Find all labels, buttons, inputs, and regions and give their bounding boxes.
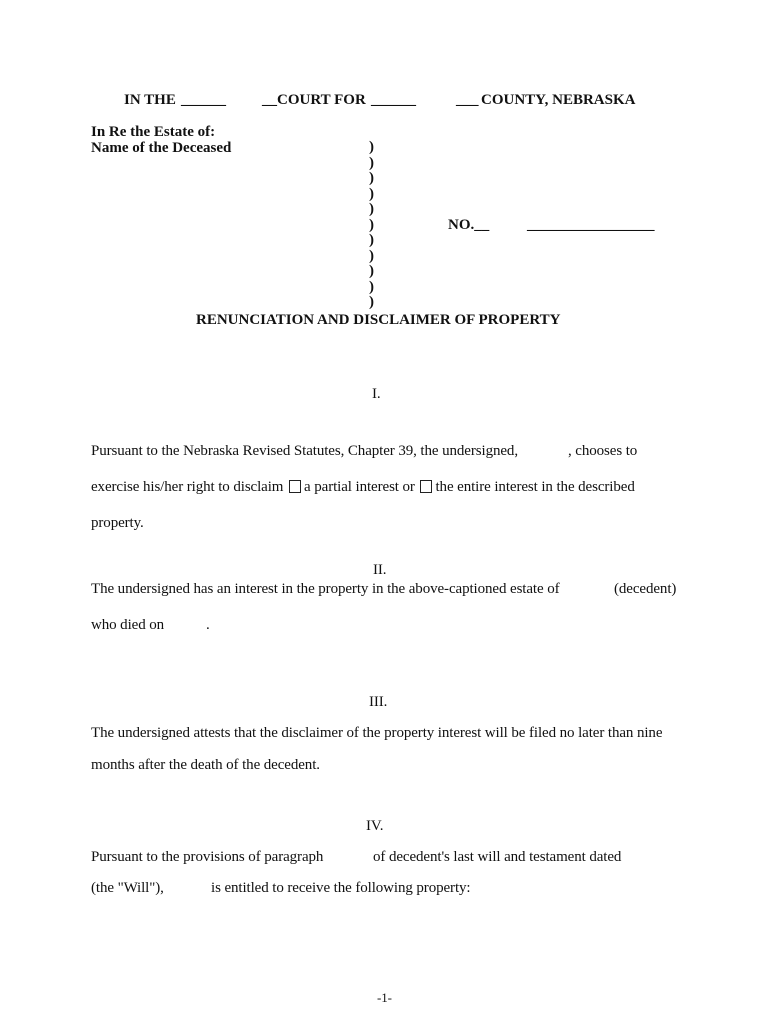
- section-1-line-1a: Pursuant to the Nebraska Revised Statutes, Chapter 39, the undersigned,: [91, 443, 518, 459]
- section-4-line-1a: Pursuant to the provisions of paragraph: [91, 849, 324, 865]
- case-number-line: _________________: [527, 217, 655, 233]
- paren: ): [369, 216, 374, 233]
- disclaim-text: exercise his/her right to disclaim: [91, 479, 284, 495]
- section-4-line-1b: of decedent's last will and testament dated: [373, 849, 622, 865]
- section-3-line-2: months after the death of the decedent.: [91, 757, 320, 773]
- section-2-line-2b: .: [206, 617, 210, 633]
- caption-in-the: IN THE: [124, 92, 176, 108]
- paren: ): [369, 263, 374, 279]
- case-number-label: NO.__: [448, 217, 490, 233]
- caption-blank-1: ______: [181, 92, 226, 108]
- section-4-line-2a: (the "Will"),: [91, 880, 164, 896]
- paren: ): [369, 185, 374, 202]
- section-4-line-2b: is entitled to receive the following property:: [211, 880, 471, 896]
- section-3-line-1: The undersigned attests that the disclaimer of the property interest will be filed no later than nine: [91, 725, 663, 741]
- paren: ): [369, 201, 374, 217]
- entire-interest-label: the entire interest in the described: [435, 479, 635, 495]
- paren: ): [369, 247, 374, 264]
- section-1-line-1b: , chooses to: [568, 443, 638, 459]
- paren: ): [369, 139, 374, 155]
- caption-parentheses: [369, 140, 374, 311]
- caption-court-for: __COURT FOR: [262, 92, 366, 108]
- section-1-line-2: [91, 479, 635, 496]
- paren: ): [369, 170, 374, 186]
- section-1-line-3: property.: [91, 515, 144, 531]
- section-2-line-2a: who died on: [91, 617, 165, 633]
- caption-county-blank: ___: [456, 92, 479, 108]
- document-title: RENUNCIATION AND DISCLAIMER OF PROPERTY: [196, 312, 561, 328]
- entire-interest-checkbox[interactable]: [420, 480, 432, 493]
- section-heading-3: III.: [369, 694, 388, 710]
- section-2-line-1a: The undersigned has an interest in the property in the above-captioned estate of: [91, 581, 560, 597]
- section-2-line-1b: (decedent): [614, 581, 677, 597]
- estate-in-re: In Re the Estate of:: [91, 124, 216, 140]
- section-heading-1: I.: [372, 386, 381, 402]
- section-heading-2: II.: [373, 562, 387, 578]
- partial-interest-checkbox[interactable]: [289, 480, 301, 493]
- paren: ): [369, 232, 374, 248]
- paren: ): [369, 154, 374, 171]
- section-heading-4: IV.: [366, 818, 384, 834]
- estate-deceased-name: Name of the Deceased: [91, 140, 232, 156]
- caption-county: COUNTY, NEBRASKA: [481, 92, 636, 108]
- partial-interest-label: a partial interest or: [304, 479, 415, 495]
- caption-blank-2: ______: [371, 92, 416, 108]
- paren: ): [369, 294, 374, 310]
- paren: ): [369, 278, 374, 295]
- page-number: -1-: [377, 990, 392, 1005]
